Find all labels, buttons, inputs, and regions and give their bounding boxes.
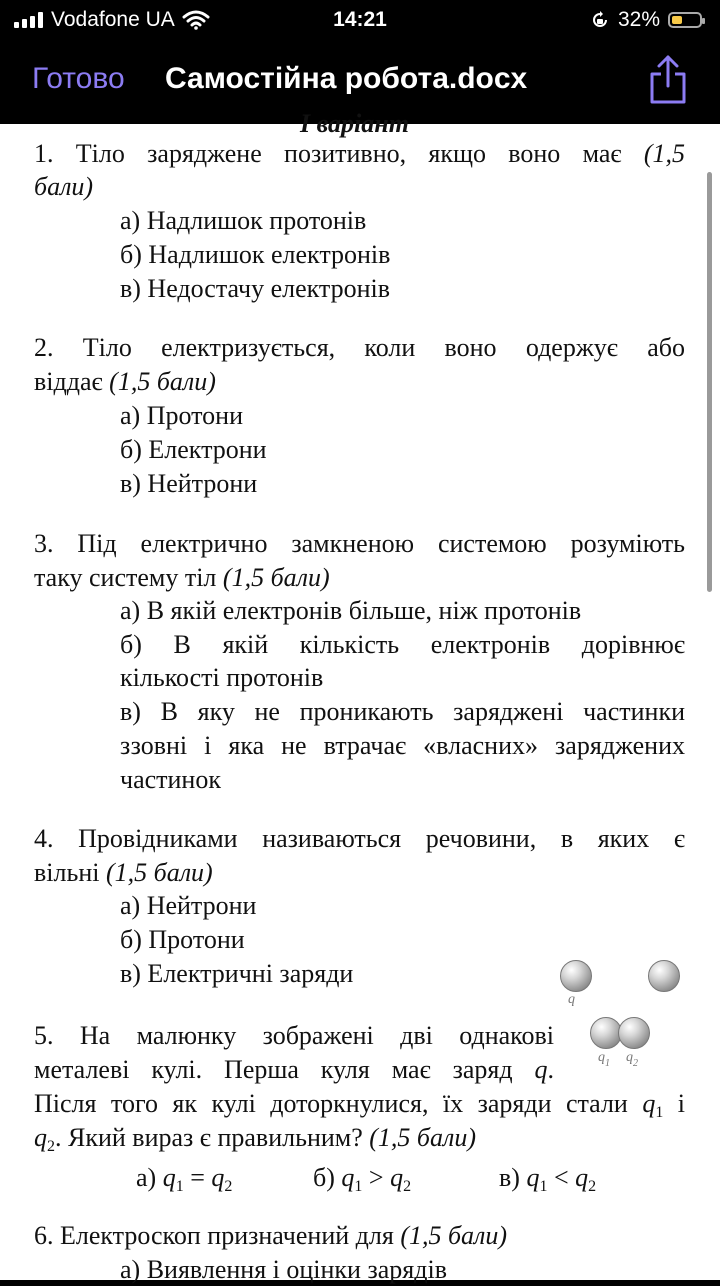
document-title: Самостійна робота.docx — [165, 62, 528, 95]
q3-option-b: б) В якій кількість електронів дорівнює — [120, 630, 685, 659]
figure-label-q: q — [568, 992, 575, 1007]
q4-option-b: б) Протони — [120, 925, 245, 954]
question-4: 4. Провідниками називаються речовини, в яких є — [34, 824, 685, 853]
ball-q2 — [618, 1017, 650, 1049]
q2-option-c: в) Нейтрони — [120, 469, 258, 498]
share-icon[interactable] — [647, 54, 689, 106]
q3-option-c-cont2: частинок — [120, 765, 221, 794]
q4-option-a: а) Нейтрони — [120, 891, 257, 920]
figure-label-q1: $q_1$ — [598, 1050, 610, 1069]
question-3: 3. Під електрично замкненою системою розуміють — [34, 529, 685, 558]
document-viewer[interactable] — [0, 109, 720, 1284]
q1-option-a: а) Надлишок протонів — [120, 206, 367, 235]
question-1-points: бали) — [34, 172, 94, 201]
question-4-line2: вільні (1,5 бали) — [34, 858, 213, 887]
q3-option-c: в) В яку не проникають заряджені частинки — [120, 697, 685, 726]
q5-option-a: а) $q_1 = q_2$ — [136, 1163, 233, 1195]
battery-percent: 32% — [617, 8, 660, 31]
done-button[interactable]: Готово — [32, 62, 125, 95]
q2-option-b: б) Електрони — [120, 435, 267, 464]
q6-option-a: а) Виявлення і оцінки зарядів — [120, 1255, 447, 1284]
q3-option-b-cont: кількості протонів — [120, 663, 324, 692]
q2-option-a: а) Протони — [120, 401, 243, 430]
scrollbar[interactable] — [707, 172, 712, 592]
figure-label-q2: $q_2$ — [626, 1050, 638, 1069]
clock: 14:21 — [333, 8, 387, 31]
question-3-line2: таку систему тіл (1,5 бали) — [34, 563, 330, 592]
question-1: 1. Тіло заряджене позитивно, якщо воно має (1,5 — [34, 139, 685, 168]
q4-option-c: в) Електричні заряди — [120, 959, 354, 988]
q3-option-c-cont: ззовні і яка не втрачає «власних» заряджених — [120, 731, 685, 760]
q5-option-c: в) $q_1 < q_2$ — [499, 1163, 597, 1195]
q3-option-a: а) В якій електронів більше, ніж протонів — [120, 596, 582, 625]
orientation-lock-icon — [590, 10, 610, 30]
q5-option-b: б) $q_1 > q_2$ — [313, 1163, 412, 1195]
variant-heading: І варіант — [300, 109, 409, 138]
battery-icon — [668, 12, 702, 28]
question-5-line2: металеві кулі. Перша куля має заряд q. — [34, 1055, 554, 1084]
q1-option-b: б) Надлишок електронів — [120, 240, 391, 269]
question-2-line2: віддає (1,5 бали) — [34, 367, 216, 396]
question-5-line3: Після того як кулі доторкнулися, їх заряди стали $q_1$ і — [34, 1089, 686, 1121]
ball-q — [560, 960, 592, 992]
question-5-line4: $q_2$. Який вираз є правильним? (1,5 бали) — [34, 1123, 476, 1155]
question-5: 5. На малюнку зображені дві однакові — [34, 1021, 554, 1050]
q1-option-c: в) Недостачу електронів — [120, 274, 391, 303]
carrier-label: Vodafone UA — [51, 8, 175, 31]
ball-neutral — [648, 960, 680, 992]
question-6: 6. Електроскоп призначений для (1,5 бали) — [34, 1221, 508, 1250]
status-bar — [0, 0, 720, 40]
question-2: 2. Тіло електризується, коли воно одержує або — [34, 333, 685, 362]
